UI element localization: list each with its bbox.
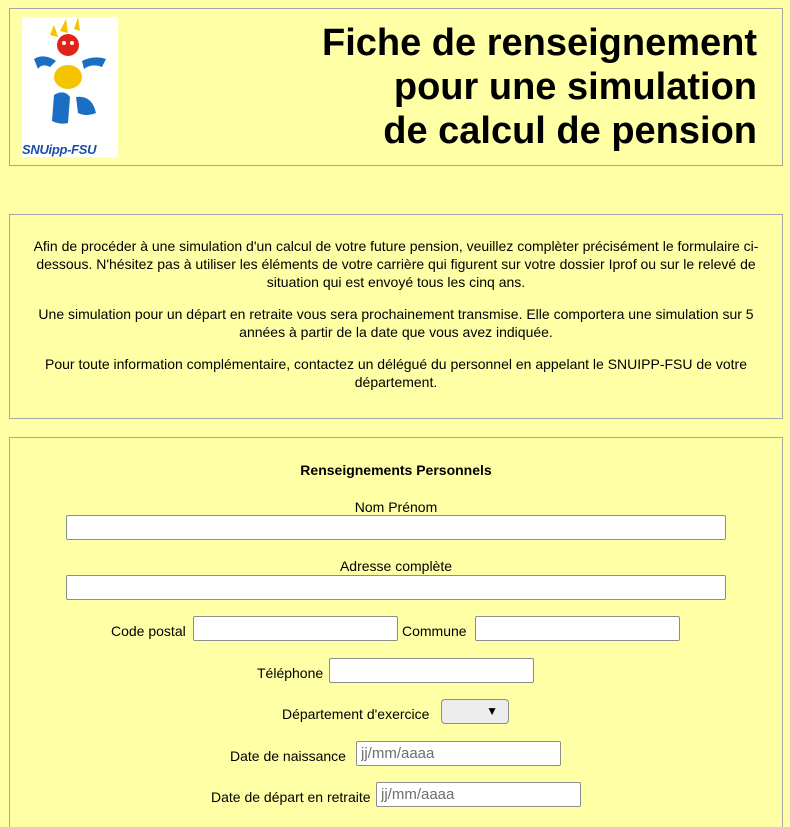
nom-prenom-input[interactable] [66, 515, 726, 540]
title-line-2: pour une simulation [393, 66, 757, 108]
mascot-icon [22, 17, 118, 141]
departement-label: Département d'exercice [282, 706, 430, 722]
page-title [322, 21, 757, 153]
adresse-input[interactable] [66, 575, 726, 600]
nom-prenom-label: Nom Prénom [354, 499, 438, 515]
header-panel [9, 8, 783, 166]
telephone-input[interactable] [329, 658, 534, 683]
logo-text: SNUipp-FSU [22, 142, 97, 157]
adresse-label: Adresse complète [339, 558, 453, 574]
intro-paragraph-2: Une simulation pour un départ en retraite vous sera prochainement transmise. Elle comportera une simulation sur 5 années à partir de la date que vous avez indiquée. [38, 306, 754, 340]
departement-select[interactable] [441, 699, 509, 724]
date-naissance-input[interactable] [356, 741, 561, 766]
date-naissance-label: Date de naissance [230, 748, 346, 764]
telephone-label: Téléphone [257, 665, 324, 681]
title-line-1: Fiche de renseignement [321, 22, 757, 64]
date-depart-input[interactable] [376, 782, 581, 807]
snuipp-fsu-logo [22, 17, 118, 157]
date-depart-label: Date de départ en retraite [211, 789, 371, 805]
intro-paragraph-1: Afin de procéder à une simulation d'un calcul de votre future pension, veuillez complèter précisément le formulaire ci-dessous. N'hésitez pas à utiliser les éléments de votre carrière qui figurent sur votre dossier Iprof ou sur le relevé de situation qui est envoyé tous les cinq ans. [33, 238, 759, 290]
code-postal-input[interactable] [193, 616, 398, 641]
section-title: Renseignements Personnels [300, 462, 492, 478]
intro-paragraph-3: Pour toute information complémentaire, contactez un délégué du personnel en appelant le SNUIPP-FSU de votre département. [45, 356, 747, 390]
personal-info-form [9, 437, 783, 827]
chevron-down-icon: ▼ [486, 704, 498, 718]
intro-panel [9, 214, 783, 419]
code-postal-label: Code postal [111, 623, 186, 639]
commune-label: Commune [402, 623, 467, 639]
title-line-3: de calcul de pension [383, 110, 757, 152]
commune-input[interactable] [475, 616, 680, 641]
